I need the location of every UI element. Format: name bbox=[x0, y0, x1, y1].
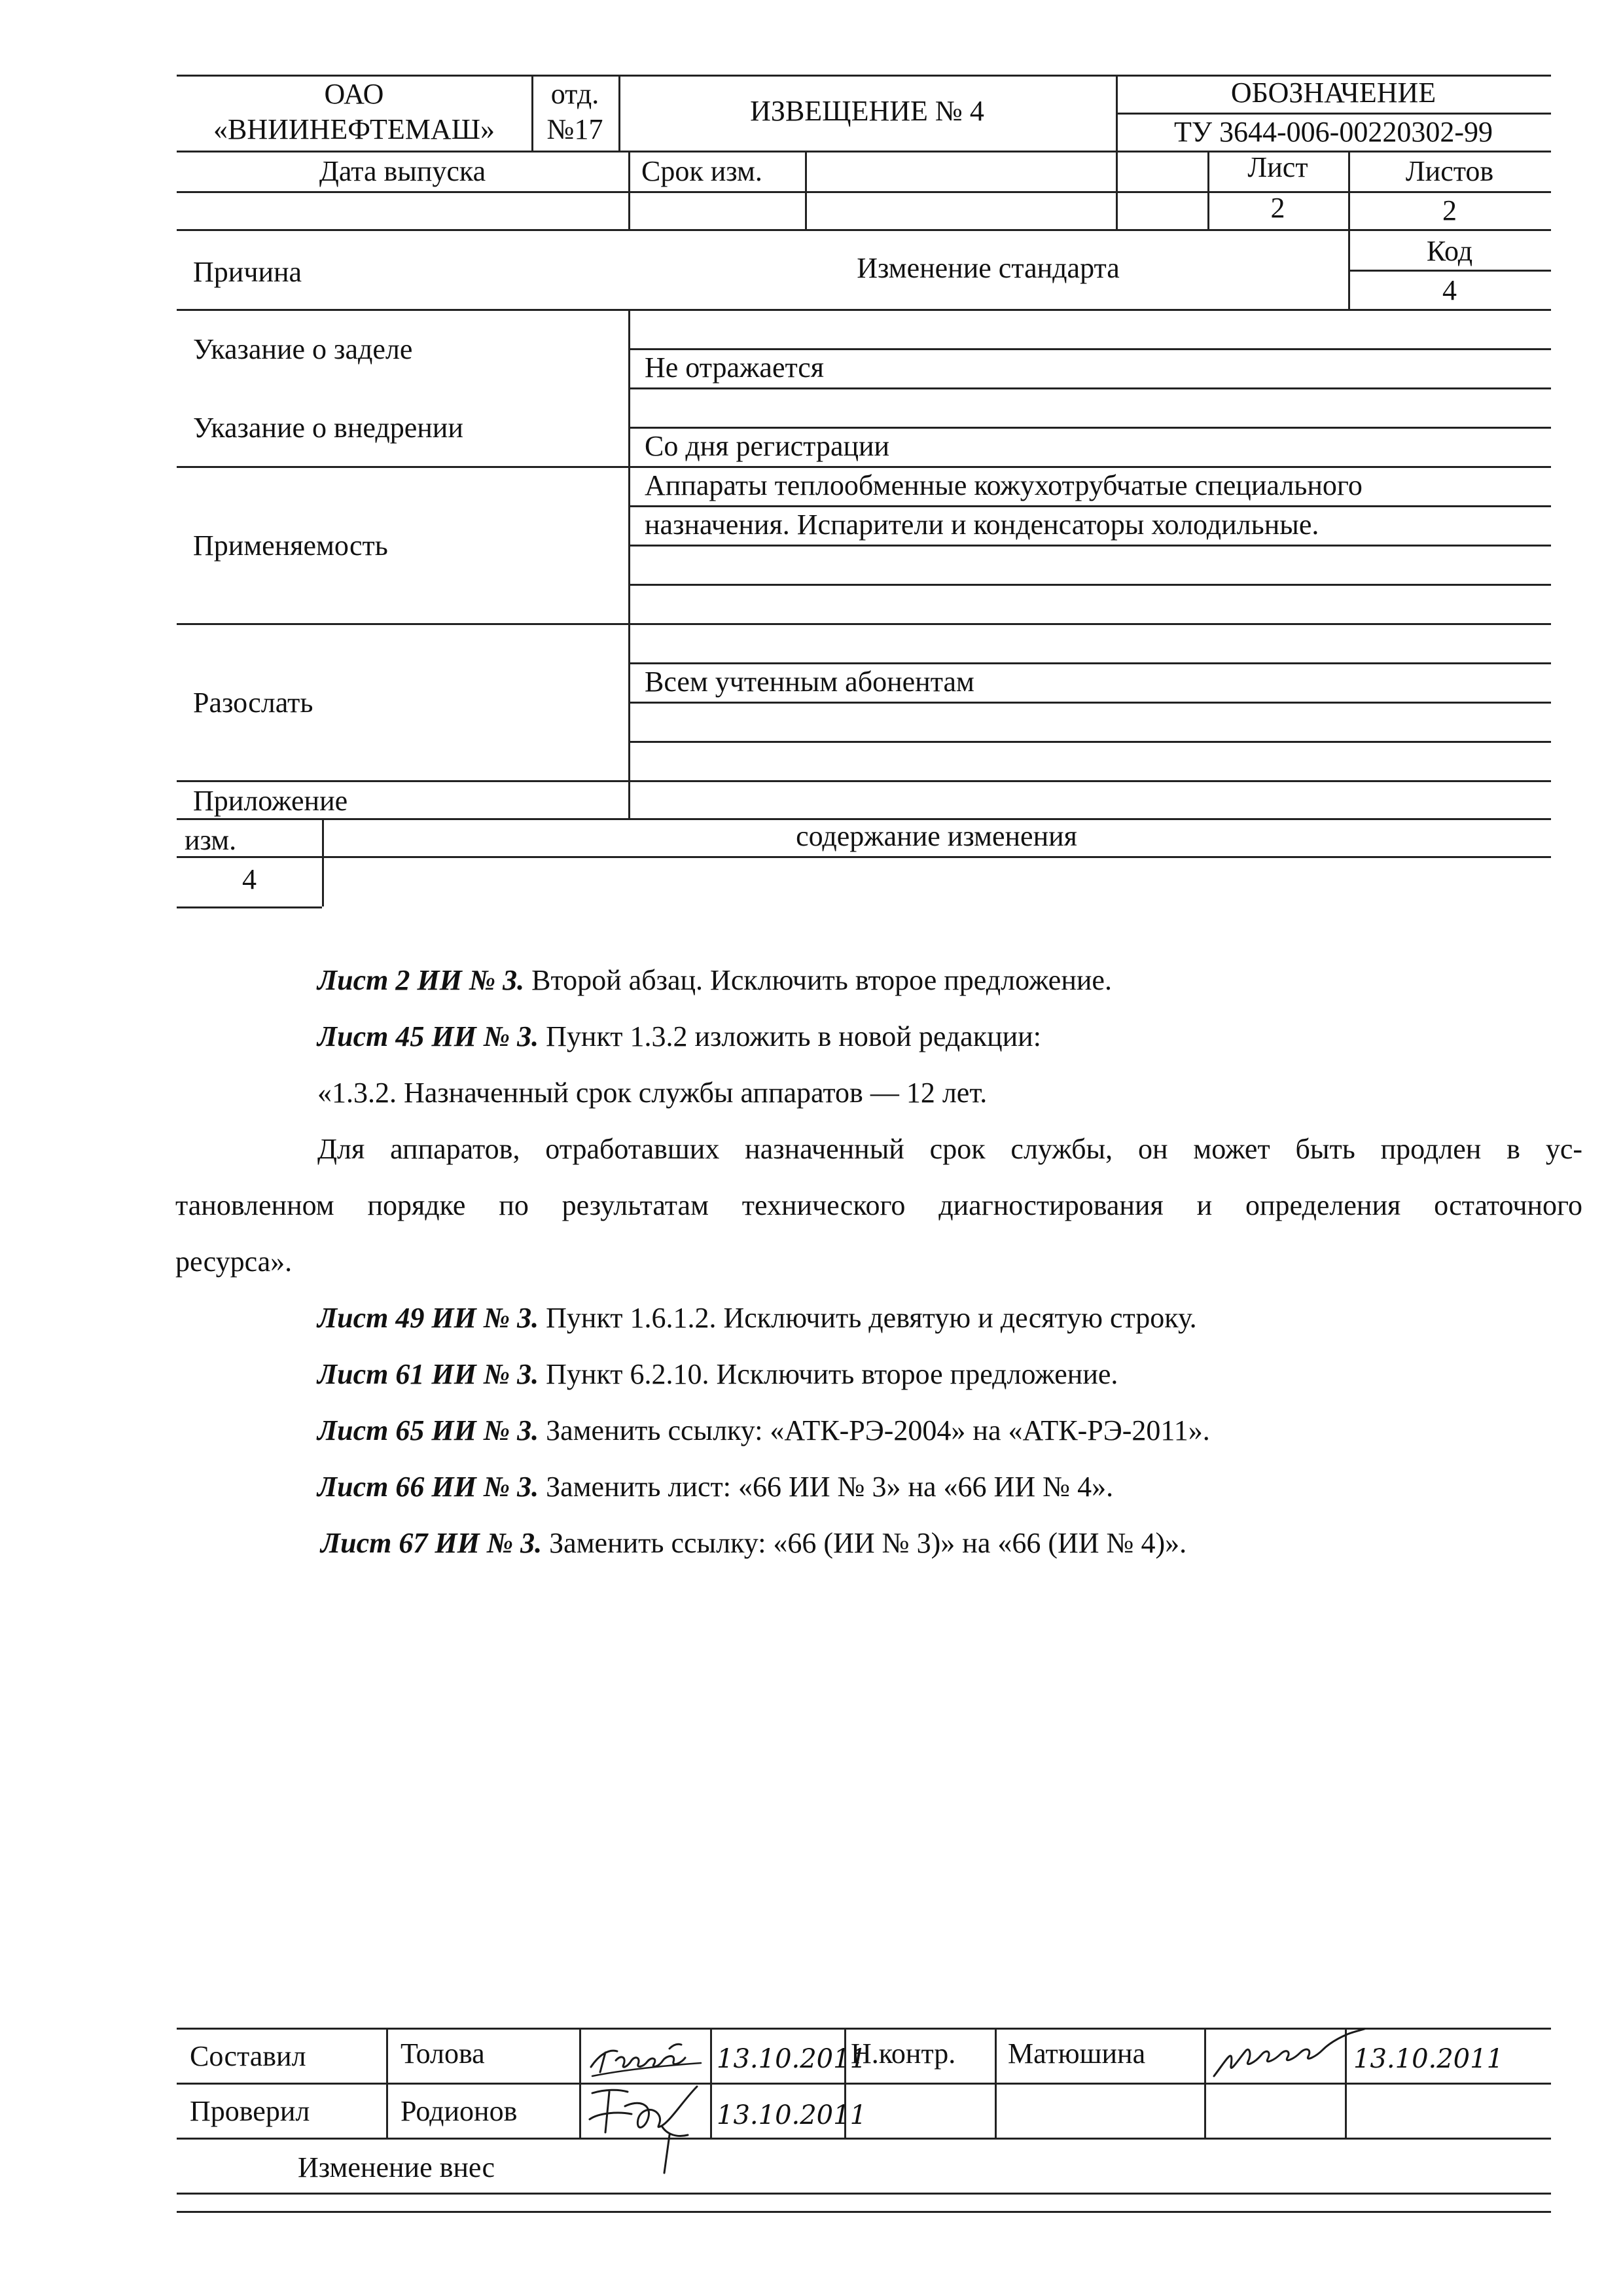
change-text: Заменить ссылку: «66 (ИИ № 3)» на «66 (ИИ № 4)». bbox=[542, 1527, 1187, 1559]
change-text: Пункт 1.3.2 изложить в новой редакции: bbox=[539, 1020, 1041, 1052]
sheet-ref: Лист 66 ИИ № 3. bbox=[317, 1471, 539, 1503]
sheet-ref: Лист 2 ИИ № 3. bbox=[317, 964, 525, 996]
applicability-label: Применяемость bbox=[193, 529, 388, 562]
dept-label: отд. bbox=[550, 78, 599, 110]
dept-number: №17 bbox=[546, 113, 603, 145]
notice-title: ИЗВЕЩЕНИЕ № 4 bbox=[750, 95, 984, 127]
change-item bbox=[317, 1022, 1041, 1051]
signature-compiled bbox=[586, 2029, 707, 2081]
checked-name: Родионов bbox=[401, 2095, 518, 2127]
sheet-ref: Лист 67 ИИ № 3. bbox=[321, 1527, 543, 1559]
paragraph-line: тановленном порядке по результатам технического диагностирования и определения остаточного bbox=[175, 1189, 1582, 1221]
implementation-label: Указание о внедрении bbox=[193, 412, 463, 444]
change-item bbox=[317, 1473, 1113, 1501]
change-number: 4 bbox=[242, 863, 257, 895]
send-label: Разослать bbox=[193, 687, 313, 719]
backlog-label: Указание о заделе bbox=[193, 333, 413, 365]
signature-checked bbox=[586, 2080, 717, 2178]
change-term-label: Срок изм. bbox=[641, 155, 762, 187]
change-text: Заменить лист: «66 ИИ № 3» на «66 ИИ № 4». bbox=[539, 1471, 1114, 1503]
applicability-line1: Аппараты теплообменные кожухотрубчатые специального bbox=[645, 469, 1363, 501]
org-name-line1: ОАО bbox=[324, 78, 384, 110]
send-value: Всем учтенным абонентам bbox=[645, 666, 974, 698]
compiled-label: Составил bbox=[190, 2040, 306, 2072]
change-item bbox=[317, 1416, 1210, 1445]
change-item bbox=[317, 966, 1112, 995]
reason-value: Изменение стандарта bbox=[857, 252, 1120, 284]
sheet-ref: Лист 45 ИИ № 3. bbox=[317, 1020, 539, 1052]
checked-label: Проверил bbox=[190, 2095, 310, 2127]
sheet-value: 2 bbox=[1270, 192, 1285, 224]
sheet-ref: Лист 61 ИИ № 3. bbox=[317, 1358, 539, 1390]
sheets-label: Листов bbox=[1405, 155, 1494, 187]
change-made-label: Изменение внес bbox=[298, 2151, 495, 2183]
paragraph-line: Для аппаратов, отработавших назначенный срок службы, он может быть продлен в ус- bbox=[317, 1133, 1582, 1165]
sheet-ref: Лист 49 ИИ № 3. bbox=[317, 1302, 539, 1334]
compiled-date: 13.10.2011 bbox=[717, 2044, 867, 2074]
signature-norm-control bbox=[1207, 2020, 1368, 2085]
applicability-line2: назначения. Испарители и конденсаторы холодильные. bbox=[645, 509, 1319, 541]
sheets-value: 2 bbox=[1442, 194, 1457, 226]
paragraph-line: ресурса». bbox=[175, 1246, 293, 1278]
change-item bbox=[321, 1529, 1186, 1558]
backlog-value: Не отражается bbox=[645, 351, 825, 384]
issue-date-label: Дата выпуска bbox=[319, 155, 486, 187]
norm-control-date: 13.10.2011 bbox=[1353, 2044, 1504, 2074]
norm-control-name: Матюшина bbox=[1008, 2037, 1146, 2070]
content-column-label: содержание изменения bbox=[796, 820, 1077, 852]
checked-date: 13.10.2011 bbox=[717, 2100, 867, 2130]
implementation-value: Со дня регистрации bbox=[645, 430, 890, 462]
change-item bbox=[317, 1304, 1197, 1333]
change-text: Пункт 6.2.10. Исключить второе предложение. bbox=[539, 1358, 1118, 1390]
change-column-label: изм. bbox=[185, 824, 237, 856]
norm-control-label: Н.контр. bbox=[851, 2037, 956, 2070]
compiled-name: Толова bbox=[401, 2037, 485, 2070]
code-value: 4 bbox=[1442, 274, 1457, 306]
sheet-ref: Лист 65 ИИ № 3. bbox=[317, 1414, 539, 1446]
attachment-label: Приложение bbox=[193, 785, 348, 817]
sheet-label: Лист bbox=[1247, 151, 1308, 183]
code-label: Код bbox=[1426, 235, 1473, 267]
org-name-line2: «ВНИИНЕФТЕМАШ» bbox=[213, 113, 495, 145]
designation-label: ОБОЗНАЧЕНИЕ bbox=[1230, 77, 1436, 109]
change-text: Заменить ссылку: «АТК-РЭ-2004» на «АТК-РЭ-2011». bbox=[539, 1414, 1210, 1446]
change-item bbox=[317, 1360, 1118, 1389]
reason-label: Причина bbox=[193, 256, 302, 288]
new-wording-line: «1.3.2. Назначенный срок службы аппаратов — 12 лет. bbox=[317, 1077, 988, 1109]
change-text: Второй абзац. Исключить второе предложение. bbox=[524, 964, 1112, 996]
change-text: Пункт 1.6.1.2. Исключить девятую и десятую строку. bbox=[539, 1302, 1197, 1334]
designation-value: ТУ 3644-006-00220302-99 bbox=[1174, 116, 1493, 148]
